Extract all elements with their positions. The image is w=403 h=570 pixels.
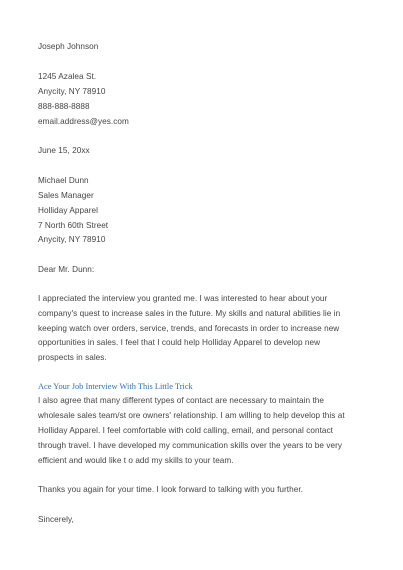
sender-street: 1245 Azalea St. xyxy=(38,72,97,81)
paragraph-1-line: company's quest to increase sales in the future. My skills and natural abilities lie in xyxy=(38,309,341,318)
paragraph-3: Thanks you again for your time. I look forward to talking with you further. xyxy=(38,485,303,494)
paragraph-1-line: I appreciated the interview you granted me. I was interested to hear about your xyxy=(38,294,328,303)
salutation: Dear Mr. Dunn: xyxy=(38,265,95,274)
paragraph-2-line: Holliday Apparel. I feel comfortable with cold calling, email, and personal contact xyxy=(38,426,333,435)
paragraph-1-line: prospects in sales. xyxy=(38,353,107,362)
recipient-name: Michael Dunn xyxy=(38,176,89,185)
sender-name: Joseph Johnson xyxy=(38,42,99,51)
sender-phone: 888-888-8888 xyxy=(38,102,90,111)
paragraph-2-line: I also agree that many different types of contact are necessary to maintain the xyxy=(38,396,324,405)
paragraph-1-line: keeping watch over orders, service, trends, and forecasts in order to increase new xyxy=(38,324,340,333)
paragraph-2-line: efficient and would like t o add my skills to your team. xyxy=(38,456,234,465)
recipient-company: Holliday Apparel xyxy=(38,206,98,215)
sender-city: Anycity, NY 78910 xyxy=(38,87,106,96)
recipient-city: Anycity, NY 78910 xyxy=(38,235,106,244)
paragraph-2-line: wholesale sales team/st ore owners' relationship. I am willing to help develop this at xyxy=(38,411,345,420)
letter-date: June 15, 20xx xyxy=(38,146,90,155)
closing: Sincerely, xyxy=(38,515,74,524)
section-heading: Ace Your Job Interview With This Little Trick xyxy=(38,382,193,391)
sender-email: email.address@yes.com xyxy=(38,117,129,126)
paragraph-2-line: through travel. I have developed my communication skills over the years to be very xyxy=(38,441,342,450)
paragraph-1-line: opportunities in sales. I feel that I could help Holliday Apparel to develop new xyxy=(38,338,321,347)
recipient-title: Sales Manager xyxy=(38,191,94,200)
recipient-street: 7 North 60th Street xyxy=(38,221,109,230)
